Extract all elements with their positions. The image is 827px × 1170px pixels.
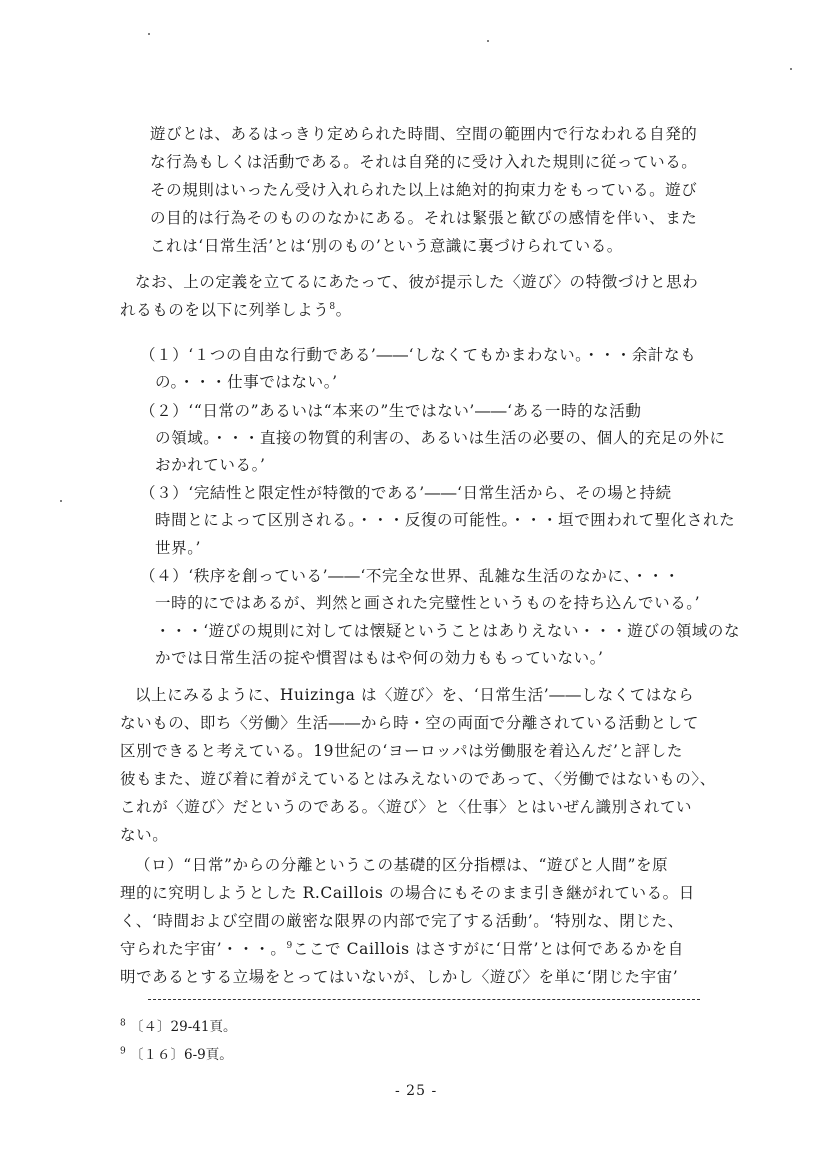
quote-line: これは‘日常生活’とは‘別のもの’という意識に裏づけられている。 (150, 237, 623, 255)
intro-tail: 。 (335, 301, 352, 319)
list-item-line: （１）‘１つの自由な行動である’――‘しなくてもかまわない。・・・余計なも (140, 346, 697, 364)
body-line (120, 939, 684, 959)
body-line: 理的に究明しようとした R.Caillois の場合にもそのまま引き継がれている。日 (120, 884, 695, 902)
quote-line: その規則はいったん受け入れられた以上は絶対的拘束力をもっている。遊び (150, 181, 698, 199)
quote-line: の目的は行為そのもののなかにある。それは緊張と歓びの感情を伴い、また (150, 209, 698, 227)
body-line: 以上にみるように、Huizinga は〈遊び〉を、‘日常生活’――しなくてはなら (135, 686, 695, 704)
body-line: 明であるとする立場をとってはいないが、しかし〈遊び〉を単に‘閉じた宇宙’ (120, 968, 679, 986)
list-item-line: 世界。’ (155, 539, 202, 557)
footnote-mark: 9 (120, 1046, 126, 1057)
footnote (120, 1046, 233, 1064)
list-item-line: 時間とによって区別される。・・・反復の可能性。・・・垣で囲われて聖化された (155, 511, 736, 529)
body-line: （ロ）“日常”からの分離というこの基礎的区分指標は、“遊びと人間”を原 (135, 856, 669, 874)
list-item-line: （２）‘“日常の”あるいは“本来の”生ではない’――‘ある一時的な活動 (140, 402, 642, 420)
footnote-ref: 8 (329, 301, 336, 312)
list-item-line: おかれている。’ (155, 456, 266, 474)
quote-line: 遊びとは、あるはっきり定められた時間、空間の範囲内で行なわれる自発的 (150, 125, 698, 143)
scan-speck (487, 40, 489, 42)
list-item-line: 一時的にではあるが、判然と画された完璧性というものを持ち込んでいる。’ (155, 594, 701, 612)
scan-speck (790, 68, 792, 70)
footnote-separator (148, 999, 700, 1000)
footnote-mark: 8 (120, 1018, 126, 1029)
footnote-text: 〔４〕29-41頁。 (130, 1019, 237, 1035)
intro-text: れるものを以下に列挙しよう (120, 301, 330, 319)
intro-line (120, 300, 352, 320)
body-line: く、‘時間および空間の厳密な限界の内部で完了する活動’。‘特別な、閉じた、 (120, 912, 684, 930)
scan-speck (148, 33, 150, 35)
body-line: 彼もまた、遊び着に着がえているとはみえないのであって、〈労働ではないもの〉、 (120, 770, 716, 788)
list-item-line: かでは日常生活の掟や慣習はもはや何の効力ももっていない。’ (155, 649, 604, 667)
list-item-line: （４）‘秩序を創っている’――‘不完全な世界、乱雑な生活のなかに、・・・ (140, 567, 681, 585)
list-item-line: の領域。・・・直接の物質的利害の、あるいは生活の必要の、個人的充足の外に (155, 429, 726, 447)
intro-line: なお、上の定義を立てるにあたって、彼が提示した〈遊び〉の特徴づけと思わ (135, 273, 699, 291)
footnote-text: 〔１６〕6-9頁。 (130, 1047, 233, 1063)
list-item-line: ・・・‘遊びの規則に対しては懐疑ということはありえない・・・遊びの領域のな (155, 622, 741, 640)
body-line: これが〈遊び〉だというのである。〈遊び〉と〈仕事〉とはいぜん識別されてい (120, 798, 693, 816)
body-line: ない。 (120, 826, 169, 844)
body-text: ここで Caillois はさすがに‘日常’とは何であるかを自 (292, 940, 684, 958)
list-item-line: の。・・・仕事ではない。’ (155, 373, 338, 391)
body-line: 区別できると考えている。19世紀の‘ヨーロッパは労働服を着込んだ’と評した (120, 742, 683, 760)
list-item-line: （３）‘完結性と限定性が特徴的である’――‘日常生活から、その場と持続 (140, 484, 672, 502)
body-line: ないもの、即ち〈労働〉生活――から時・空の両面で分離されている活動として (120, 714, 699, 732)
scan-speck (60, 500, 62, 502)
footnote-ref: 9 (286, 940, 293, 951)
body-text: 守られた宇宙’・・・。 (120, 940, 287, 958)
footnote (120, 1018, 236, 1036)
quote-line: な行為もしくは活動である。それは自発的に受け入れた規則に従っている。 (150, 153, 698, 171)
page-number: - 25 - (395, 1083, 438, 1099)
